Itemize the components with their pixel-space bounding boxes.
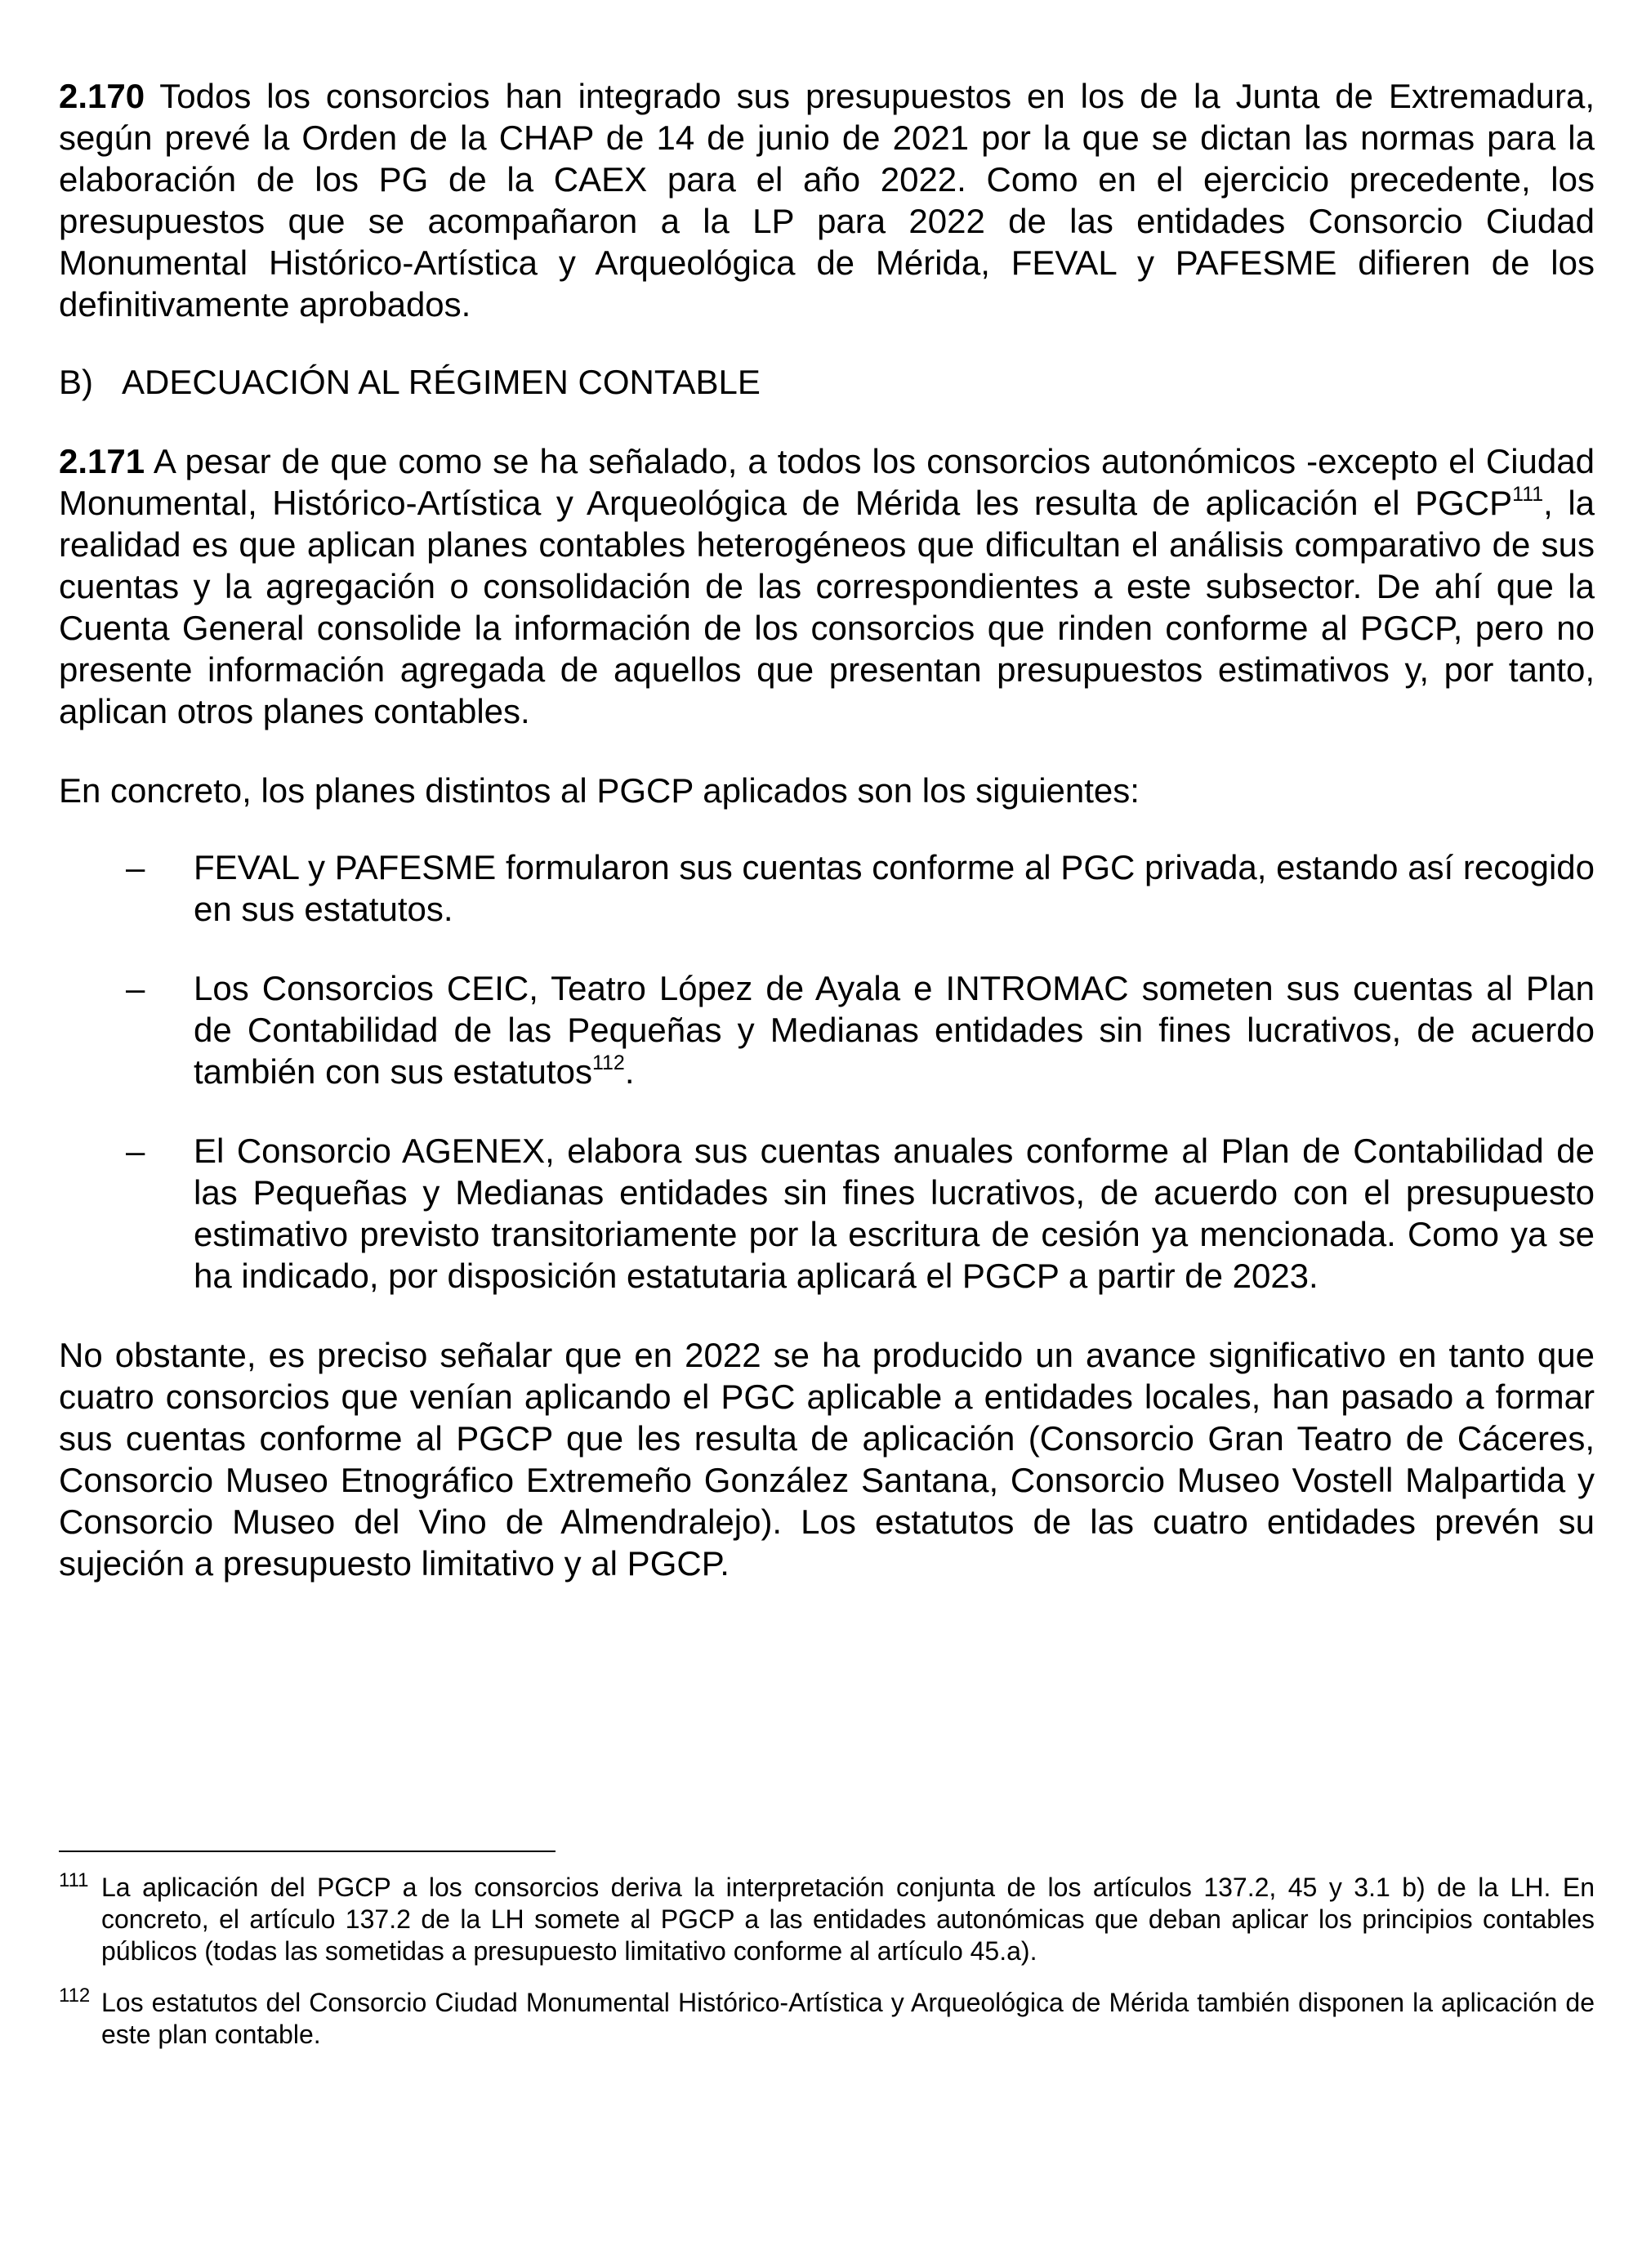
footnote-112 <box>59 1984 1595 2051</box>
section-heading: B) ADECUACIÓN AL RÉGIMEN CONTABLE <box>59 363 761 401</box>
footnote-mark: 111 <box>59 1869 89 1891</box>
footnotes <box>59 1851 1595 2070</box>
paragraph-text-cont: , la realidad es que aplican planes contables heterogéneos que dificultan el análisis comparativo de sus cuentas y la agregación o consolidación de las correspondientes a este subsector. De ahí que la Cuenta General consolide la información de los consorcios que rinden conforme al PGCP, pero no presente información agregada de aquellos que presentan presupuestos estimativos y, por tanto, aplican otros planes contables. <box>59 484 1595 730</box>
paragraph-number: 2.171 <box>59 442 145 480</box>
footnote-111 <box>59 1869 1595 1967</box>
dash-bullet-icon: – <box>126 1132 145 1170</box>
footnote-text: Los estatutos del Consorcio Ciudad Monumental Histórico-Artística y Arqueológica de Mérida también disponen la aplicación de este plan contable. <box>101 1988 1595 2049</box>
footnote-ref-111[interactable]: 111 <box>1512 483 1544 506</box>
document-body <box>59 75 1595 1584</box>
paragraph-2-170 <box>59 75 1595 325</box>
list-item-text-main: FEVAL y PAFESME formularon sus cuentas conforme al PGC privada, estando así recogido en sus estatutos. <box>194 848 1595 928</box>
list-item-text <box>194 846 1595 930</box>
plans-list <box>59 846 1595 1297</box>
footnote-mark: 112 <box>59 1984 91 2007</box>
list-item-text <box>194 967 1595 1092</box>
list-item-text-main: Los Consorcios CEIC, Teatro López de Ayala e INTROMAC someten sus cuentas al Plan de Contabilidad de las Pequeñas y Medianas entidades sin fines lucrativos, de acuerdo también con sus estatutos <box>194 969 1595 1091</box>
list-item <box>59 1130 1595 1297</box>
footnote-ref-112[interactable]: 112 <box>591 1051 625 1074</box>
list-item <box>59 967 1595 1092</box>
list-item-text <box>194 1130 1595 1297</box>
list-item-text-end: . <box>624 1052 635 1091</box>
paragraph-final: No obstante, es preciso señalar que en 2022 se ha producido un avance significativo en tanto que cuatro consorcios que venían aplicando el PGC aplicable a entidades locales, han pasado a formar sus cuentas conforme al PGCP que les resulta de aplicación (Consorcio Gran Teatro de Cáceres, Consorcio Museo Etnográfico Extremeño González Santana, Consorcio Museo Vostell Malpartida y Consorcio Museo del Vino de Almendralejo). Los estatutos de las cuatro entidades prevén su sujeción a presupuesto limitativo y al PGCP. <box>59 1336 1595 1583</box>
footnote-text: La aplicación del PGCP a los consorcios deriva la interpretación conjunta de los artículos 137.2, 45 y 3.1 b) de la LH. En concreto, el artículo 137.2 de la LH somete al PGCP a las entidades autonómicas que deban aplicar los principios contables públicos (todas las sometidas a presupuesto limitativo conforme al artículo 45.a). <box>101 1873 1595 1966</box>
dash-bullet-icon: – <box>126 848 145 886</box>
list-item <box>59 846 1595 930</box>
footnote-separator <box>59 1851 556 1852</box>
paragraph-2-171 <box>59 440 1595 732</box>
dash-bullet-icon: – <box>126 969 145 1007</box>
paragraph-text: Todos los consorcios han integrado sus presupuestos en los de la Junta de Extremadura, según prevé la Orden de la CHAP de 14 de junio de 2021 por la que se dictan las normas para la elaboración de los PG de la CAEX para el año 2022. Como en el ejercicio precedente, los presupuestos que se acompañaron a la LP para 2022 de las entidades Consorcio Ciudad Monumental Histórico-Artística y Arqueológica de Mérida, FEVAL y PAFESME difieren de los definitivamente aprobados. <box>59 77 1595 324</box>
list-item-text-main: El Consorcio AGENEX, elabora sus cuentas anuales conforme al Plan de Contabilidad de las Pequeñas y Medianas entidades sin fines lucrativos, de acuerdo con el presupuesto estimativo previsto transitoriamente por la escritura de cesión ya mencionada. Como ya se ha indicado, por disposición estatutaria aplicará el PGCP a partir de 2023. <box>194 1132 1595 1295</box>
paragraph-number: 2.170 <box>59 77 145 115</box>
list-intro: En concreto, los planes distintos al PGCP aplicados son los siguientes: <box>59 771 1140 810</box>
paragraph-text: A pesar de que como se ha señalado, a todos los consorcios autonómicos -excepto el Ciudad Monumental, Histórico-Artística y Arqueológica de Mérida les resulta de aplicación el PGCP <box>59 442 1595 522</box>
